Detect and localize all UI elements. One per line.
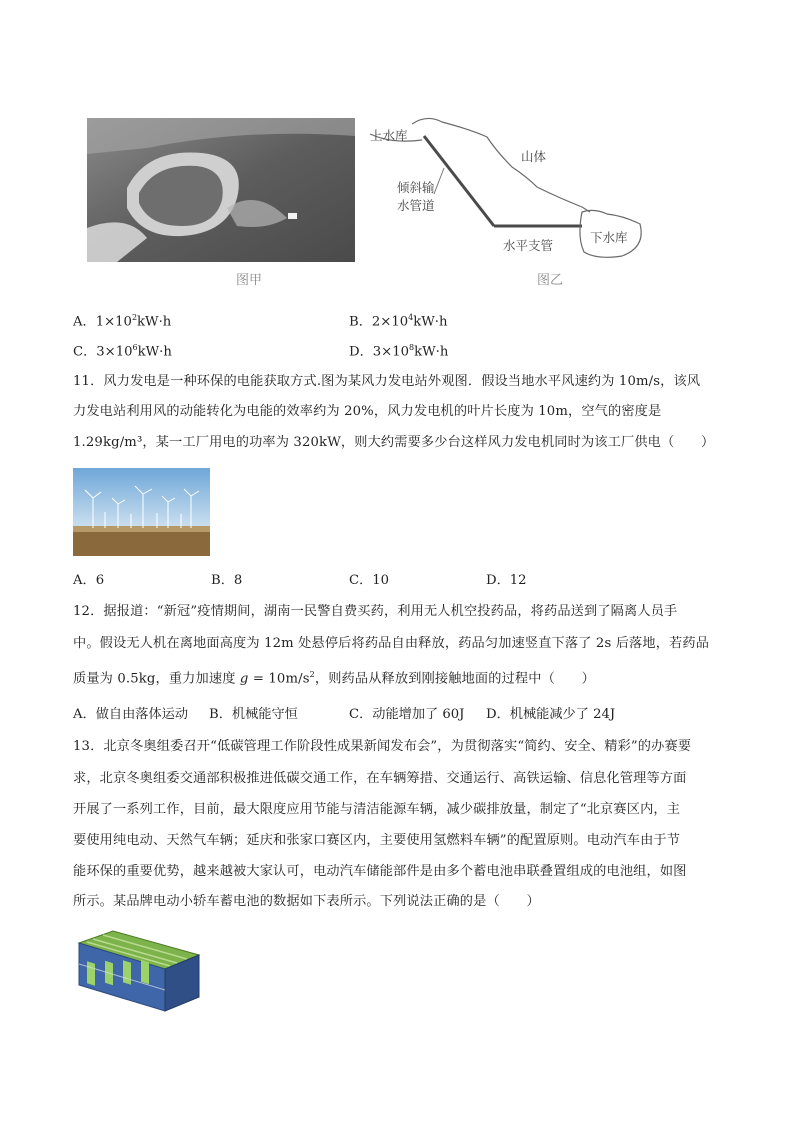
q10-option-b[interactable] (349, 314, 447, 329)
q12-option-b[interactable]: B．机械能守恒 (209, 707, 298, 722)
label-inclined-pipe-2: 水管道 (397, 198, 435, 213)
caption-figure-jia: 图甲 (236, 273, 263, 288)
q11-option-b[interactable]: B．8 (211, 573, 243, 588)
q10-option-d-post: kW·h (414, 344, 449, 360)
label-lower-reservoir: 下水库 (590, 230, 628, 245)
q11-text-line-2: 力发电站利用风的动能转化为电能的效率约为 20%，风力发电机的叶片长度为 10m，空气的密度是 (73, 404, 662, 419)
label-horizontal-pipe: 水平支管 (503, 238, 554, 253)
q12-option-a[interactable]: A．做自由落体运动 (73, 707, 189, 722)
q10-option-a[interactable] (73, 314, 171, 329)
q11-text-line-1: 11．风力发电是一种环保的电能获取方式.图为某风力发电站外观图．假设当地水平风速约为 10m/s，该风 (73, 374, 701, 389)
q10-option-b-post: kW·h (413, 314, 448, 330)
label-upper-reservoir: 上水库 (370, 128, 408, 143)
q13-text-line-4: 要使用纯电动、天然气车辆；延庆和张家口赛区内，主要使用氢燃料车辆”的配置原则。电动汽车由于节 (73, 833, 681, 848)
q11-option-a[interactable]: A．6 (73, 573, 105, 588)
q12-line3-sup: 2 (309, 670, 315, 679)
q10-option-a-post: kW·h (137, 314, 172, 330)
q10-option-a-pre: A．1×10 (73, 314, 132, 330)
q10-option-b-pre: B．2×10 (349, 314, 409, 330)
q11-option-d[interactable]: D．12 (486, 573, 527, 588)
q11-text-line-3: 1.29kg/m³，某一工厂用电的功率为 320kW，则大约需要多少台这样风力发电机同时为该工厂供电（ ） (73, 435, 715, 450)
q13-text-line-3: 开展了一系列工作，目前，最大限度应用节能与清洁能源车辆，减少碳排放量，制定了“北京赛区内，主 (73, 802, 681, 817)
q12-line3-post: ，则药品从释放到刚接触地面的过程中（ ） (314, 671, 595, 687)
q13-text-line-6: 所示。某品牌电动小轿车蓄电池的数据如下表所示。下列说法正确的是（ ） (73, 894, 540, 909)
q13-text-line-1: 13．北京冬奥组委召开“低碳管理工作阶段性成果新闻发布会”，为贯彻落实“简约、安全、精彩”的办赛要 (73, 739, 692, 754)
q12-line3-pre: 质量为 0.5kg，重力加速度 (73, 671, 240, 687)
q13-text-line-2: 求，北京冬奥组委交通部积极推进低碳交通工作，在车辆筹措、交通运行、高铁运输、信息化管理等方面 (73, 771, 687, 786)
q13-text-line-5: 能环保的重要优势，越来越被大家认可，电动汽车储能部件是由多个蓄电池串联叠置组成的电池组，如图 (73, 864, 687, 879)
q10-option-c-post: kW·h (137, 344, 172, 360)
label-mountain: 山体 (521, 149, 547, 164)
battery-pack-photo (73, 925, 203, 1017)
q10-option-c-exp: 6 (132, 343, 138, 352)
q12-line3-g: g (239, 671, 249, 687)
q10-option-d-pre: D．3×10 (349, 344, 409, 360)
q11-option-c[interactable]: C．10 (349, 573, 390, 588)
q10-option-a-exp: 2 (131, 313, 138, 322)
q12-line3-mid: = 10m/s (248, 671, 310, 687)
q12-text-line-2: 中。假设无人机在离地面高度为 12m 处悬停后将药品自由释放，药品匀加速竖直下落了 2s 后落地，若药品 (73, 636, 710, 651)
q12-text-line-3 (73, 671, 595, 686)
label-inclined-pipe-1: 倾斜输 (397, 180, 435, 195)
q10-option-b-exp: 4 (408, 313, 414, 322)
caption-figure-yi: 图乙 (537, 273, 564, 288)
q10-option-d[interactable] (349, 344, 448, 359)
q12-option-d[interactable]: D．机械能减少了 24J (486, 707, 616, 722)
q12-text-line-1: 12．据报道：“新冠”疫情期间，湖南一民警自费买药，利用无人机空投药品，将药品送到了隔离人员手 (73, 604, 678, 619)
figure-jia-photo (87, 118, 355, 262)
wind-farm-photo (73, 468, 210, 556)
q10-option-d-exp: 8 (408, 343, 415, 352)
wind-turbines-image (73, 468, 210, 556)
reservoir-photo-image (87, 118, 355, 262)
battery-pack-image (73, 925, 203, 1017)
q10-option-c-pre: C．3×10 (73, 344, 133, 360)
q12-option-c[interactable]: C．动能增加了 60J (349, 707, 465, 722)
q10-option-c[interactable] (73, 344, 172, 359)
